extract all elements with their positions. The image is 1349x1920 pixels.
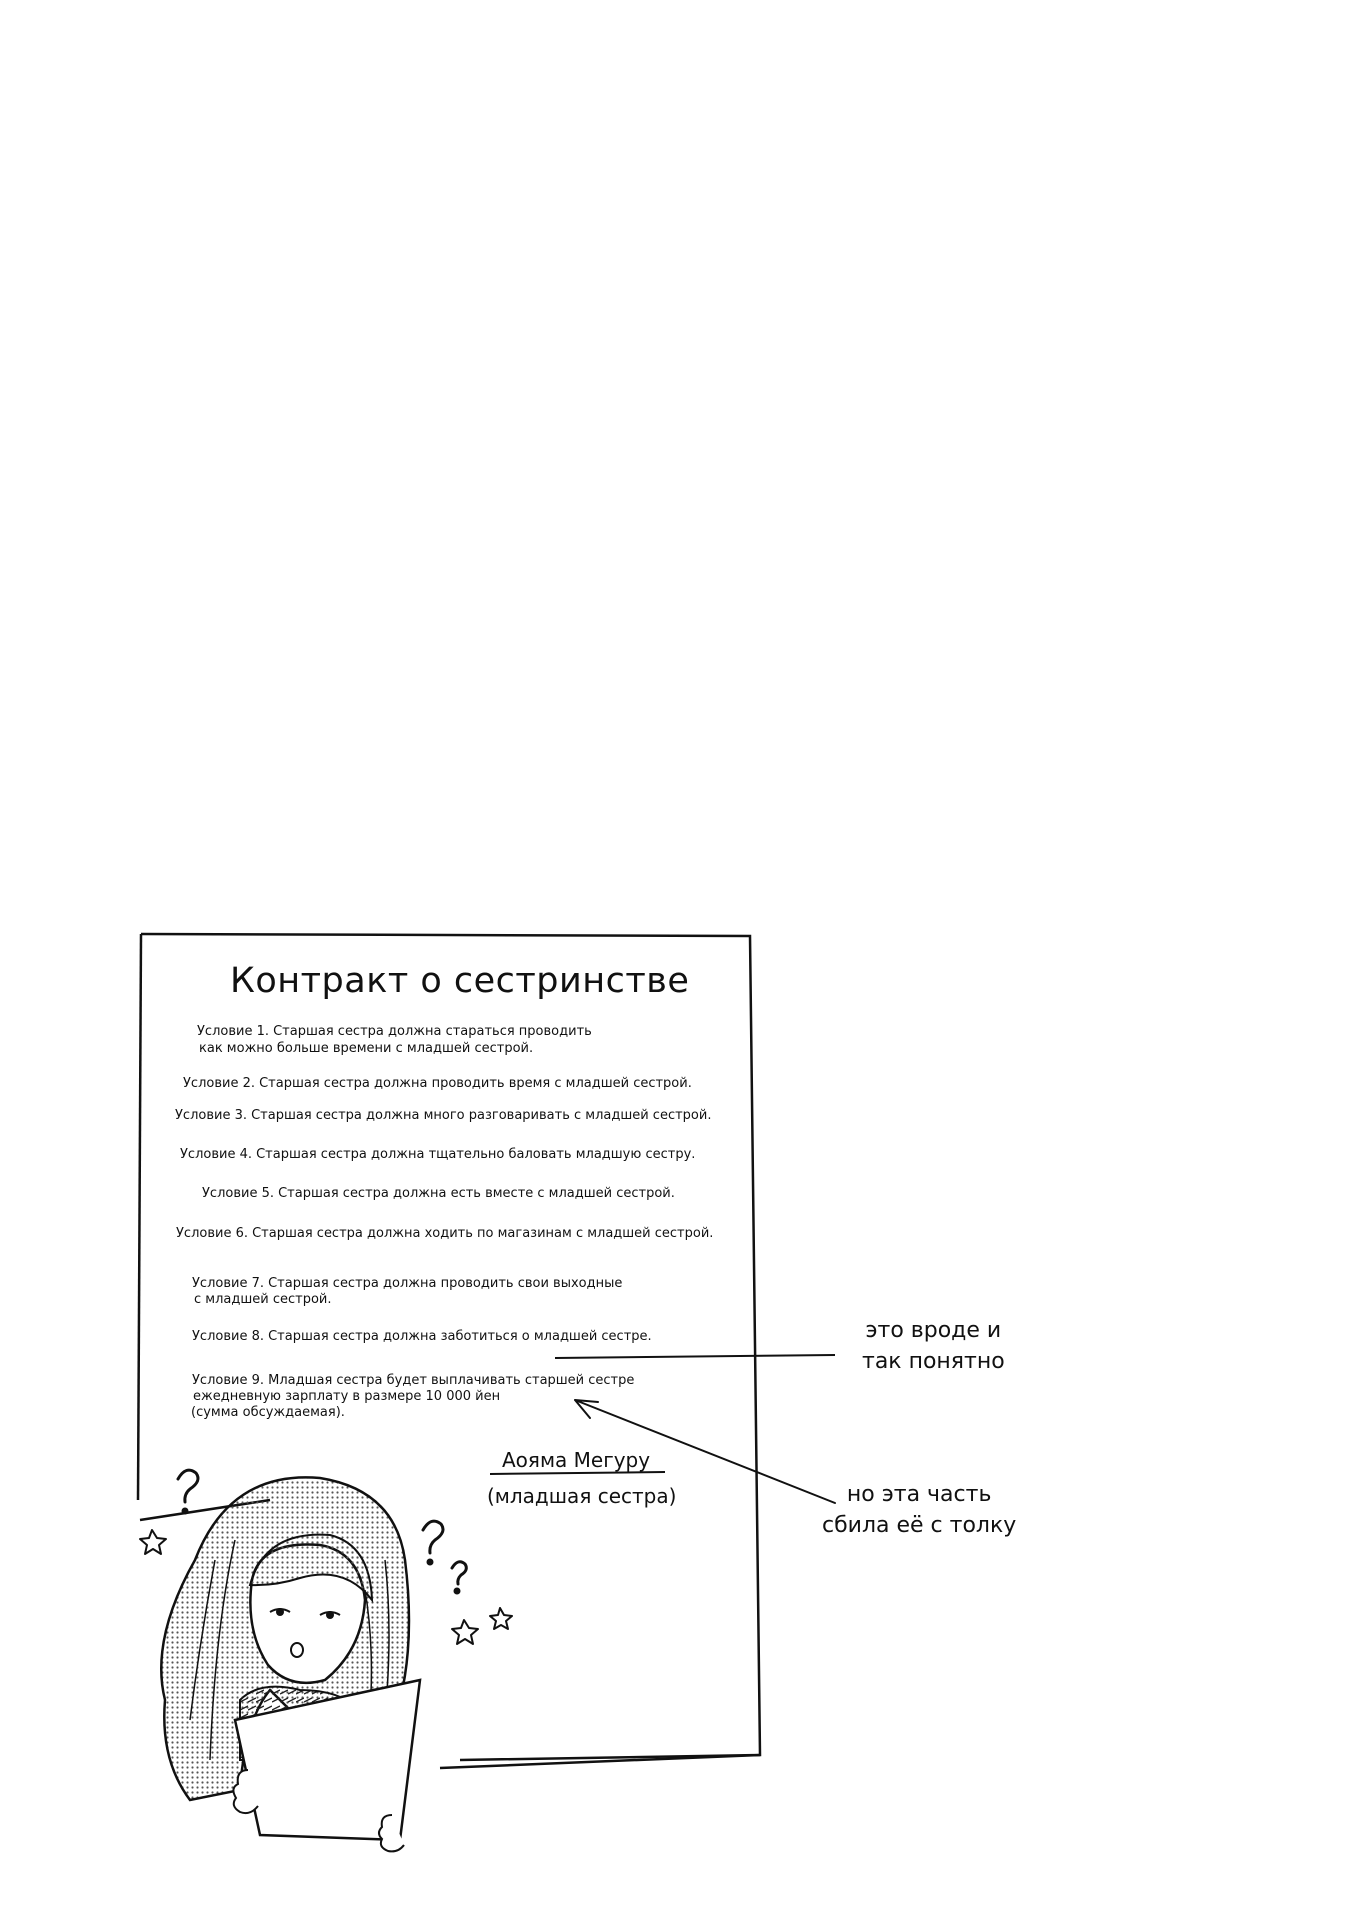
- question-mark-3-dot: [455, 1589, 459, 1593]
- sparkle-star-1: [140, 1530, 166, 1554]
- question-mark-2-dot: [428, 1560, 432, 1564]
- question-mark-3: [452, 1562, 466, 1584]
- contract-title: Контракт о сестринстве: [230, 961, 690, 1001]
- clause-8: Условие 8. Старшая сестра должна заботиться о младшей сестре.: [192, 1329, 652, 1344]
- annotation-line-1: [555, 1355, 835, 1358]
- annotation-note-1: [862, 1316, 1005, 1378]
- clause-1-line-2: как можно больше времени с младшей сестрой.: [199, 1041, 534, 1056]
- signature-name: Аояма Мегуру: [502, 1448, 651, 1472]
- clause-5: Условие 5. Старшая сестра должна есть вместе с младшей сестрой.: [202, 1186, 675, 1201]
- girl-eye-right-pupil: [326, 1611, 334, 1619]
- annotation-note-2-line-2: сбила её с толку: [822, 1512, 1017, 1538]
- clause-9-line-2: ежедневную зарплату в размере 10 000 йен: [193, 1389, 501, 1404]
- sparkle-star-2: [452, 1620, 478, 1644]
- sparkle-star-3: [490, 1608, 512, 1629]
- annotation-note-1-line-1: это вроде и: [865, 1318, 1002, 1343]
- question-mark-1: [178, 1470, 198, 1502]
- annotation-note-2-line-1: но эта часть: [846, 1482, 992, 1507]
- question-mark-2: [423, 1521, 443, 1553]
- girl-eye-left-pupil: [276, 1608, 284, 1616]
- clause-7-line-2: с младшей сестрой.: [194, 1292, 332, 1307]
- clause-1-line-1: Условие 1. Старшая сестра должна стараться проводить: [197, 1024, 592, 1039]
- girl-illustration: [161, 1477, 420, 1851]
- annotation-note-1-line-2: так понятно: [862, 1348, 1005, 1374]
- annotation-note-2: [822, 1480, 1016, 1542]
- clause-6: Условие 6. Старшая сестра должна ходить по магазинам с младшей сестрой.: [176, 1226, 714, 1241]
- signature-underline: [490, 1472, 665, 1474]
- clause-2: Условие 2. Старшая сестра должна проводить время с младшей сестрой.: [183, 1076, 692, 1091]
- clause-9-line-3: (сумма обсуждаемая).: [191, 1405, 345, 1420]
- clause-7-line-1: Условие 7. Старшая сестра должна проводить свои выходные: [192, 1276, 623, 1291]
- clause-9-line-1: Условие 9. Младшая сестра будет выплачивать старшей сестре: [192, 1373, 635, 1388]
- question-mark-1-dot: [183, 1509, 187, 1513]
- clause-4: Условие 4. Старшая сестра должна тщательно баловать младшую сестру.: [180, 1147, 696, 1162]
- signature-role: (младшая сестра): [487, 1484, 677, 1508]
- contract-sheet-left-edge: [138, 934, 141, 1500]
- clause-3: Условие 3. Старшая сестра должна много разговаривать с младшей сестрой.: [175, 1108, 712, 1123]
